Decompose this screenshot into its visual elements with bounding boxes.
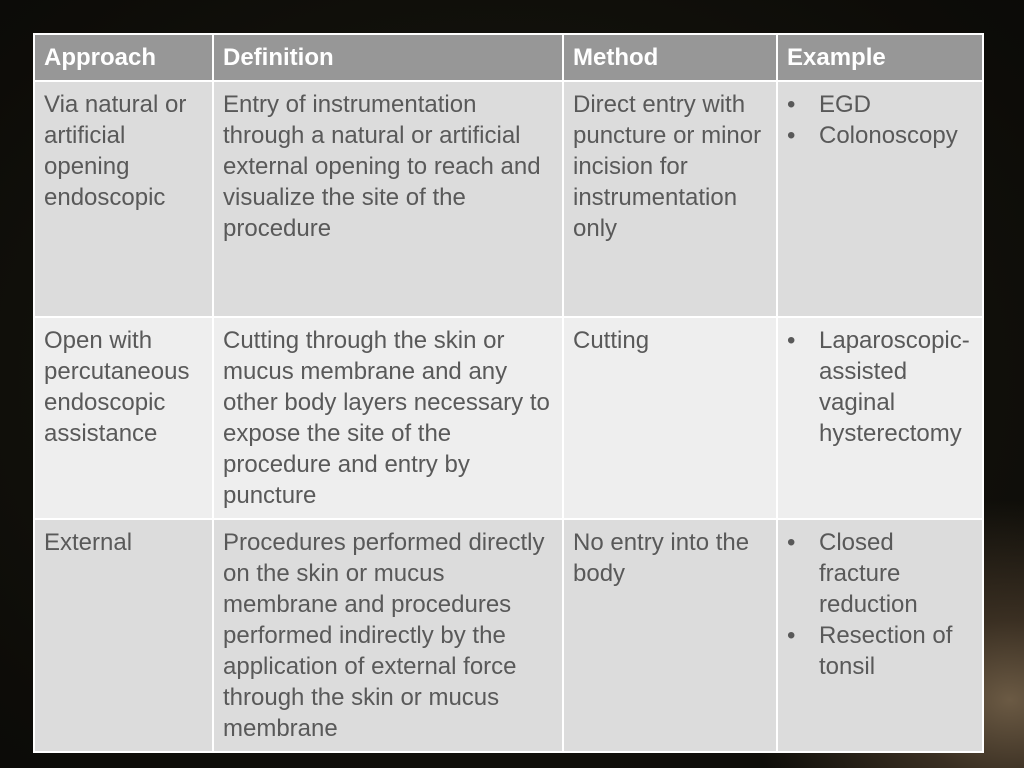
cell-example bbox=[777, 81, 983, 317]
approach-table bbox=[33, 33, 984, 753]
example-list bbox=[787, 527, 973, 682]
bullet-icon: • bbox=[787, 622, 796, 649]
cell-example bbox=[777, 519, 983, 752]
example-text: Laparoscopic-assisted vaginal hysterectomy bbox=[819, 327, 970, 447]
cell-definition: Cutting through the skin or mucus membrane and any other body layers necessary to expose the site of the procedure and entry by puncture bbox=[213, 317, 563, 519]
cell-approach: External bbox=[34, 519, 213, 752]
example-text: Closed fracture reduction bbox=[819, 529, 918, 618]
bullet-icon: • bbox=[787, 529, 796, 556]
example-text: Colonoscopy bbox=[819, 122, 958, 149]
bullet-icon: • bbox=[787, 122, 796, 149]
list-item bbox=[787, 527, 973, 620]
cell-definition: Procedures performed directly on the skin or mucus membrane and procedures performed indirectly by the application of external force through the skin or mucus membrane bbox=[213, 519, 563, 752]
header-definition: Definition bbox=[213, 34, 563, 81]
header-approach: Approach bbox=[34, 34, 213, 81]
cell-method: No entry into the body bbox=[563, 519, 777, 752]
example-text: Resection of tonsil bbox=[819, 622, 953, 680]
cell-approach: Via natural or artificial opening endoscopic bbox=[34, 81, 213, 317]
header-example: Example bbox=[777, 34, 983, 81]
table-row bbox=[34, 519, 983, 752]
example-list bbox=[787, 325, 973, 449]
bullet-icon: • bbox=[787, 91, 796, 118]
example-list bbox=[787, 89, 973, 151]
list-item bbox=[787, 325, 973, 449]
cell-approach: Open with percutaneous endoscopic assistance bbox=[34, 317, 213, 519]
list-item bbox=[787, 89, 973, 120]
bullet-icon: • bbox=[787, 327, 796, 354]
table-row bbox=[34, 317, 983, 519]
table-header-row bbox=[34, 34, 983, 81]
list-item bbox=[787, 120, 973, 151]
cell-definition: Entry of instrumentation through a natural or artificial external opening to reach and visualize the site of the procedure bbox=[213, 81, 563, 317]
cell-method: Cutting bbox=[563, 317, 777, 519]
cell-example bbox=[777, 317, 983, 519]
cell-method: Direct entry with puncture or minor incision for instrumentation only bbox=[563, 81, 777, 317]
list-item bbox=[787, 620, 973, 682]
header-method: Method bbox=[563, 34, 777, 81]
example-text: EGD bbox=[819, 91, 872, 118]
table-row bbox=[34, 81, 983, 317]
slide-table-container bbox=[33, 33, 982, 742]
